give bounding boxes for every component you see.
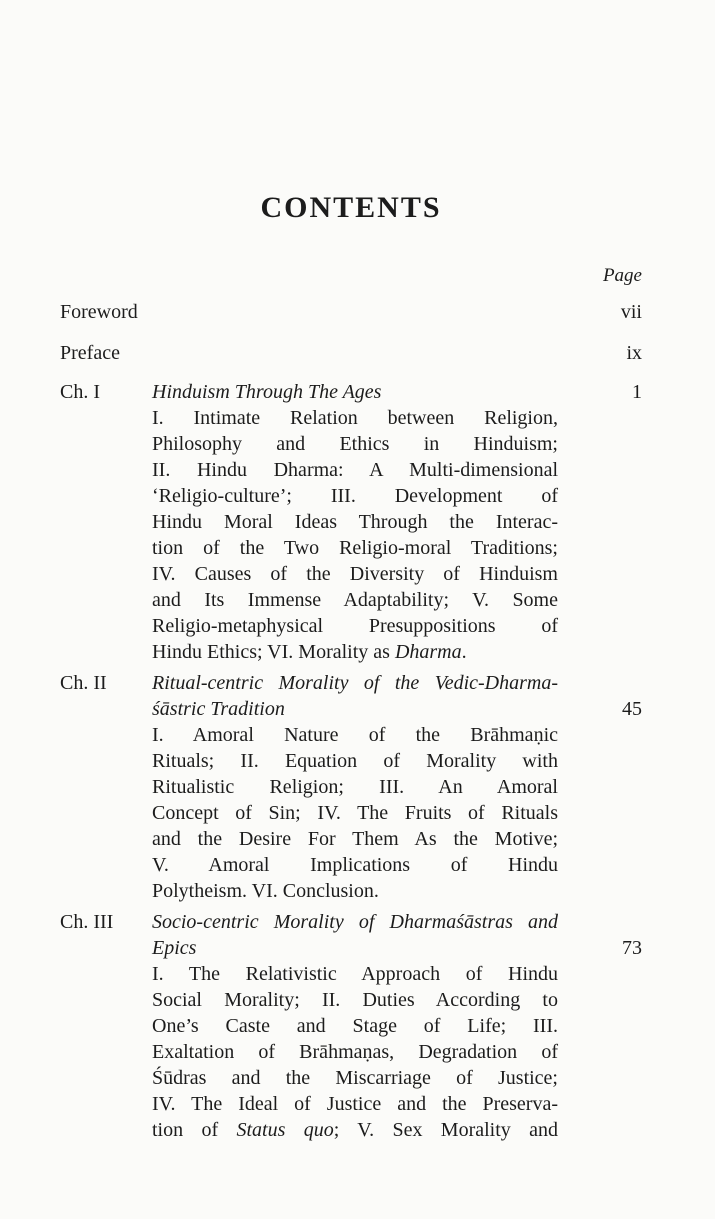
toc-line: Hindu Moral Ideas Through the Interac- — [152, 511, 558, 533]
toc-line: Socio-centric Morality of Dharmaśāstras and — [152, 911, 558, 933]
chapter-page-number: 1 — [632, 381, 642, 403]
toc-line: ‘Religio-culture’; III. Development of — [152, 485, 558, 507]
toc-line: I. Amoral Nature of the Brāhmaṇic — [152, 724, 558, 746]
chapter-title — [152, 670, 558, 722]
chapter-body — [152, 379, 558, 665]
chapter-title — [152, 379, 558, 405]
chapter-summary — [152, 405, 558, 665]
toc-line: IV. The Ideal of Justice and the Preserva- — [152, 1093, 558, 1115]
toc-line: II. Hindu Dharma: A Multi-dimensional — [152, 459, 558, 481]
chapter-body — [152, 909, 558, 1143]
toc-line: One’s Caste and Stage of Life; III. — [152, 1015, 558, 1037]
toc-line: and the Desire For Them As the Motive; — [152, 828, 558, 850]
toc-line: Social Morality; II. Duties According to — [152, 989, 558, 1011]
toc-line: Ritualistic Religion; III. An Amoral — [152, 776, 558, 798]
toc-line: Polytheism. VI. Conclusion. — [152, 880, 379, 902]
toc-line: Ritual-centric Morality of the Vedic-Dharma- — [152, 672, 558, 694]
toc-entry-preface — [60, 340, 642, 366]
toc-line: śāstric Tradition — [152, 698, 285, 720]
chapter-label: Ch. II — [60, 672, 107, 694]
toc-line: Religio-metaphysical Presuppositions of — [152, 615, 558, 637]
toc-line: Rituals; II. Equation of Morality with — [152, 750, 558, 772]
chapter-page-number: 45 — [622, 698, 642, 720]
toc-line: V. Amoral Implications of Hindu — [152, 854, 558, 876]
toc-line: Epics — [152, 937, 197, 959]
toc-line: Hinduism Through The Ages — [152, 381, 382, 403]
toc-line: Hindu Ethics; VI. Morality as Dharma. — [152, 641, 467, 663]
entry-page-number: vii — [620, 301, 642, 323]
entry-page-number: ix — [626, 342, 642, 364]
toc-chapter-1 — [60, 379, 642, 665]
contents-title: CONTENTS — [260, 191, 442, 224]
page-column-header: Page — [602, 265, 642, 286]
chapter-title — [152, 909, 558, 961]
toc-line: and Its Immense Adaptability; V. Some — [152, 589, 558, 611]
chapter-page-number: 73 — [622, 937, 642, 959]
toc-line: Concept of Sin; IV. The Fruits of Rituals — [152, 802, 558, 824]
toc-line: tion of Status quo; V. Sex Morality and — [152, 1119, 558, 1141]
page-column-header-row — [60, 263, 642, 289]
chapter-summary — [152, 722, 558, 904]
toc-line: IV. Causes of the Diversity of Hinduism — [152, 563, 558, 585]
entry-label: Preface — [60, 342, 120, 364]
toc-line: I. The Relativistic Approach of Hindu — [152, 963, 558, 985]
toc-chapter-3 — [60, 909, 642, 1143]
chapter-label: Ch. I — [60, 381, 100, 403]
toc-line: Philosophy and Ethics in Hinduism; — [152, 433, 558, 455]
entry-label: Foreword — [60, 301, 138, 323]
toc-line: Śūdras and the Miscarriage of Justice; — [152, 1067, 558, 1089]
chapter-label: Ch. III — [60, 911, 114, 933]
toc-entry-foreword — [60, 299, 642, 325]
chapter-summary — [152, 961, 558, 1143]
toc-chapter-2 — [60, 670, 642, 904]
toc-line: I. Intimate Relation between Religion, — [152, 407, 558, 429]
chapter-body — [152, 670, 558, 904]
toc-line: tion of the Two Religio-moral Traditions; — [152, 537, 558, 559]
toc-line: Exaltation of Brāhmaṇas, Degradation of — [152, 1041, 558, 1063]
toc-content — [60, 0, 642, 1143]
